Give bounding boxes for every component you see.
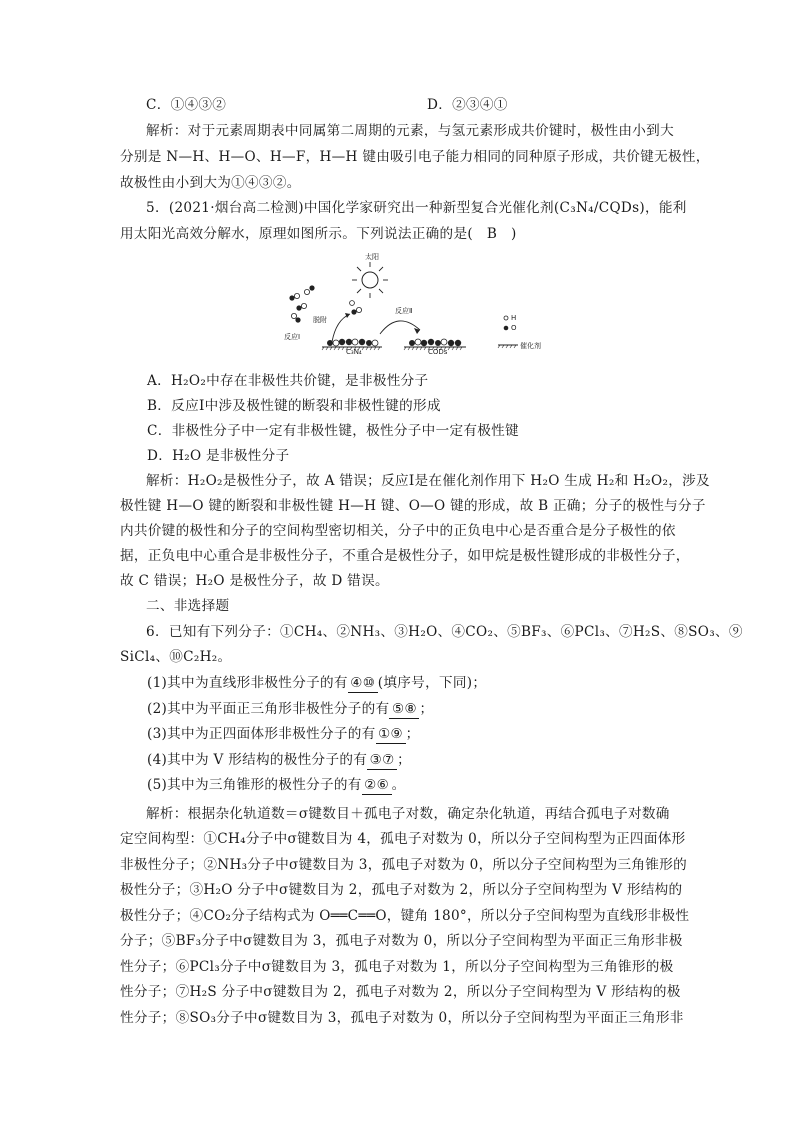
q6-analysis-line: 解析：根据杂化轨道数＝σ键数目＋孤电子对数，确定杂化轨道，再结合孤电子对数确: [146, 806, 670, 822]
q5-option-a: A．H₂O₂中存在非极性共价键，是非极性分子: [147, 373, 429, 389]
q6-analysis-line: 非极性分子；②NH₃分子中σ键数目为 3，孤电子对数为 0，所以分子空间构型为三角锥形的: [120, 857, 687, 873]
q6-stem-line: 6．已知有下列分子：①CH₄、②NH₃、③H₂O、④CO₂、⑤BF₃、⑥PCl₃、⑦H₂S、⑧SO₃、⑨: [146, 624, 743, 640]
q5-option-d: D．H₂O 是非极性分子: [147, 448, 290, 464]
answer-blank: ④⑩: [348, 674, 378, 693]
photocatalysis-diagram: [280, 250, 570, 354]
q5-analysis-line: 内共价键的极性和分子的空间构型密切相关，分子中的正负电中心是否重合是分子极性的依: [120, 523, 676, 539]
q6-stem-line: SiCl₄、⑩C₂H₂。: [120, 649, 232, 665]
q5-analysis-line: 极性键 H—O 键的断裂和非极性键 H—H 键、O—O 键的形成，故 B 正确；分子的极性与分子: [120, 498, 706, 514]
q6-analysis-line: 定空间构型：①CH₄分子中σ键数目为 4，孤电子对数为 0，所以分子空间构型为正四面体形: [120, 831, 686, 847]
q6-item-2: (2)其中为平面正三角形非极性分子的有 ⑤⑧ ；: [147, 701, 434, 717]
reaction2-label: 反应Ⅱ: [395, 307, 413, 315]
q4-option-c: C．①④③②: [146, 97, 227, 113]
q6-item-1: (1)其中为直线形非极性分子的有 ④⑩ (填序号，下同)；: [147, 675, 487, 691]
legend-o-label: O: [511, 324, 517, 332]
answer-blank: ⑤⑧: [389, 700, 419, 719]
sun-icon: [352, 262, 388, 298]
diagram-legend: [498, 314, 541, 350]
c3n4-label: C₃N₄: [346, 348, 362, 354]
q5-analysis-line: 据，正负电中心重合是非极性分子，不重合是极性分子，如甲烷是极性键形成的非极性分子，: [120, 548, 690, 564]
q4-option-d: D．②③④①: [427, 97, 508, 113]
q5-option-b: B．反应Ⅰ中涉及极性键的断裂和非极性键的形成: [147, 398, 441, 414]
answer-blank: ③⑦: [367, 751, 397, 770]
q5-stem-line: 用太阳光高效分解水，原理如图所示。下列说法正确的是( B ): [120, 226, 517, 242]
q6-item-4: (4)其中为 V 形结构的极性分子的有 ③⑦ ；: [147, 752, 412, 768]
q4-analysis-line: 故极性由小到大为①④③②。: [120, 175, 301, 191]
legend-catalyst-label: 催化剂: [520, 342, 541, 350]
q6-analysis-line: 分子；⑤BF₃分子中σ键数目为 3，孤电子对数为 0，所以分子空间构型为平面正三角形非极: [120, 933, 683, 949]
q5-analysis-line: 故 C 错误；H₂O 是极性分子，故 D 错误。: [120, 573, 389, 589]
desorb-label: 脱附: [313, 316, 327, 324]
q5-stem-line: 5．(2021·烟台高二检测)中国化学家研究出一种新型复合光催化剂(C₃N₄/CQDs)，能利: [146, 200, 687, 216]
q6-item-5: (5)其中为三角锥形的极性分子的有 ②⑥ 。: [147, 777, 406, 793]
q6-item-3: (3)其中为正四面体形非极性分子的有 ①⑨ ；: [147, 726, 420, 742]
q6-analysis-line: 性分子；⑦H₂S 分子中σ键数目为 2，孤电子对数为 2，所以分子空间构型为 V 形结构的极: [120, 984, 681, 1000]
q5-analysis-line: 解析：H₂O₂是极性分子，故 A 错误；反应Ⅰ是在催化剂作用下 H₂O 生成 H₂和 H₂O₂，涉及: [146, 473, 710, 489]
reaction1-label: 反应Ⅰ: [284, 333, 301, 341]
sun-label: 太阳: [365, 253, 379, 261]
q6-analysis-line: 极性分子；③H₂O 分子中σ键数目为 2，孤电子对数为 2，所以分子空间构型为 V 形结构的: [120, 882, 683, 898]
cqds-label: CQDs: [428, 348, 448, 354]
legend-h-label: H: [511, 314, 517, 322]
q6-analysis-line: 极性分子；④CO₂分子结构式为 O══C══O，键角 180°，所以分子空间构型为直线形非极性: [120, 908, 690, 924]
q5-option-c: C．非极性分子中一定有非极性键，极性分子中一定有极性键: [147, 423, 519, 439]
answer-blank: ②⑥: [362, 776, 392, 795]
q4-analysis-line: 分别是 N—H、H—O、H—F，H—H 键由吸引电子能力相同的同种原子形成，共价键无极性，: [120, 149, 710, 165]
q6-analysis-line: 性分子；⑥PCl₃分子中σ键数目为 3，孤电子对数为 1，所以分子空间构型为三角锥形的极: [120, 959, 674, 975]
answer-blank: ①⑨: [376, 725, 406, 744]
q4-analysis-line: 解析：对于元素周期表中同属第二周期的元素，与氢元素形成共价键时，极性由小到大: [146, 123, 674, 139]
q6-analysis-line: 性分子；⑧SO₃分子中σ键数目为 3，孤电子对数为 0，所以分子空间构型为平面正三角形非: [120, 1010, 684, 1026]
section-heading: 二、非选择题: [146, 598, 230, 614]
